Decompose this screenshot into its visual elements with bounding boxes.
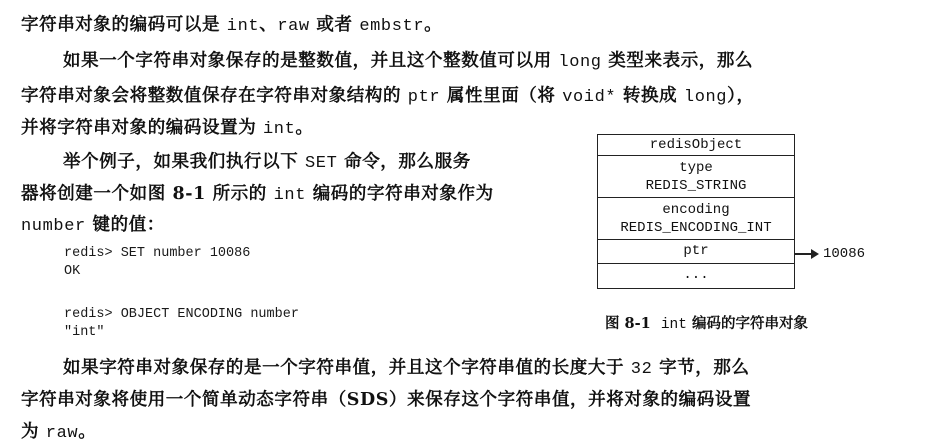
code-line-set: redis> SET number 10086 <box>64 246 251 261</box>
diagram-type-cell <box>598 156 794 198</box>
code-int: int <box>263 120 296 139</box>
code-int: int <box>273 186 306 205</box>
arrow-head-icon <box>811 249 819 259</box>
paragraph-int-line1 <box>63 49 753 75</box>
code-int: int <box>226 17 260 36</box>
text: 器将创建一个如图 8-1 所示的 <box>21 184 274 204</box>
encoding-label: encoding <box>662 202 730 218</box>
code-raw: raw <box>45 424 79 443</box>
code-line-ok: OK <box>64 264 81 279</box>
figure-caption <box>605 314 808 335</box>
code-embstr: embstr <box>359 17 425 36</box>
code-long: long <box>683 88 728 107</box>
text: 键的值： <box>85 215 165 235</box>
text: 或者 <box>309 15 360 35</box>
diagram-header: redisObject <box>598 135 794 156</box>
code-void: void* <box>562 88 617 107</box>
ptr-target-value: 10086 <box>823 246 866 262</box>
code-set: SET <box>305 154 338 173</box>
paragraph-raw-line1 <box>63 356 750 382</box>
caption-code: int <box>660 317 687 333</box>
text: 字节，那么 <box>652 358 750 378</box>
paragraph-raw-line2 <box>21 388 751 412</box>
caption-text: 编码的字符串对象 <box>686 315 809 332</box>
encoding-value: REDIS_ENCODING_INT <box>620 220 772 236</box>
caption-number: 图 8-1 <box>605 315 651 332</box>
code-long: long <box>558 53 602 72</box>
text: 字符串对象的编码可以是 <box>21 15 227 35</box>
paragraph-raw-line3 <box>21 420 96 446</box>
text: 命令，那么服务 <box>337 152 471 172</box>
type-label: type <box>679 160 713 176</box>
text: 举个例子，如果我们执行以下 <box>63 152 305 172</box>
paragraph-int-line3 <box>21 116 314 142</box>
text: 。 <box>78 422 97 442</box>
diagram-ptr-cell: ptr <box>598 240 794 264</box>
diagram-more-cell: ... <box>683 267 709 283</box>
text: 并将字符串对象的编码设置为 <box>21 118 263 138</box>
text: 如果字符串对象保存的是一个字符串值，并且这个字符串值的长度大于 <box>63 358 631 378</box>
text: 转换成 <box>616 86 684 106</box>
text: 。 <box>424 15 443 35</box>
code-32: 32 <box>630 360 653 379</box>
text: 、 <box>259 15 278 35</box>
text: 为 <box>21 422 46 442</box>
text: 字符串对象会将整数值保存在字符串对象结构的 <box>21 86 408 106</box>
text: 如果一个字符串对象保存的是整数值，并且这个整数值可以用 <box>63 51 559 71</box>
text: 类型来表示，那么 <box>601 51 754 71</box>
text: 。 <box>295 118 314 138</box>
text: 字符串对象将使用一个简单动态字符串（SDS）来保存这个字符串值，并将对象的编码设置 <box>21 390 752 410</box>
code-ptr: ptr <box>407 88 441 107</box>
code-raw: raw <box>277 17 310 36</box>
diagram-encoding-cell <box>598 198 794 240</box>
code-number: number <box>21 217 86 236</box>
text: ）， <box>727 86 755 106</box>
paragraph-example-line2 <box>21 182 494 208</box>
text: 属性里面（将 <box>440 86 563 106</box>
paragraph-encodings <box>21 13 442 39</box>
redis-object-diagram <box>597 134 795 289</box>
code-line-int: "int" <box>64 325 105 340</box>
paragraph-int-line2 <box>21 84 755 110</box>
paragraph-example-line1 <box>63 150 471 176</box>
text: 编码的字符串对象作为 <box>306 184 494 204</box>
type-value: REDIS_STRING <box>645 178 747 194</box>
paragraph-example-line3 <box>21 213 165 239</box>
code-line-object-encoding: redis> OBJECT ENCODING number <box>64 307 299 322</box>
